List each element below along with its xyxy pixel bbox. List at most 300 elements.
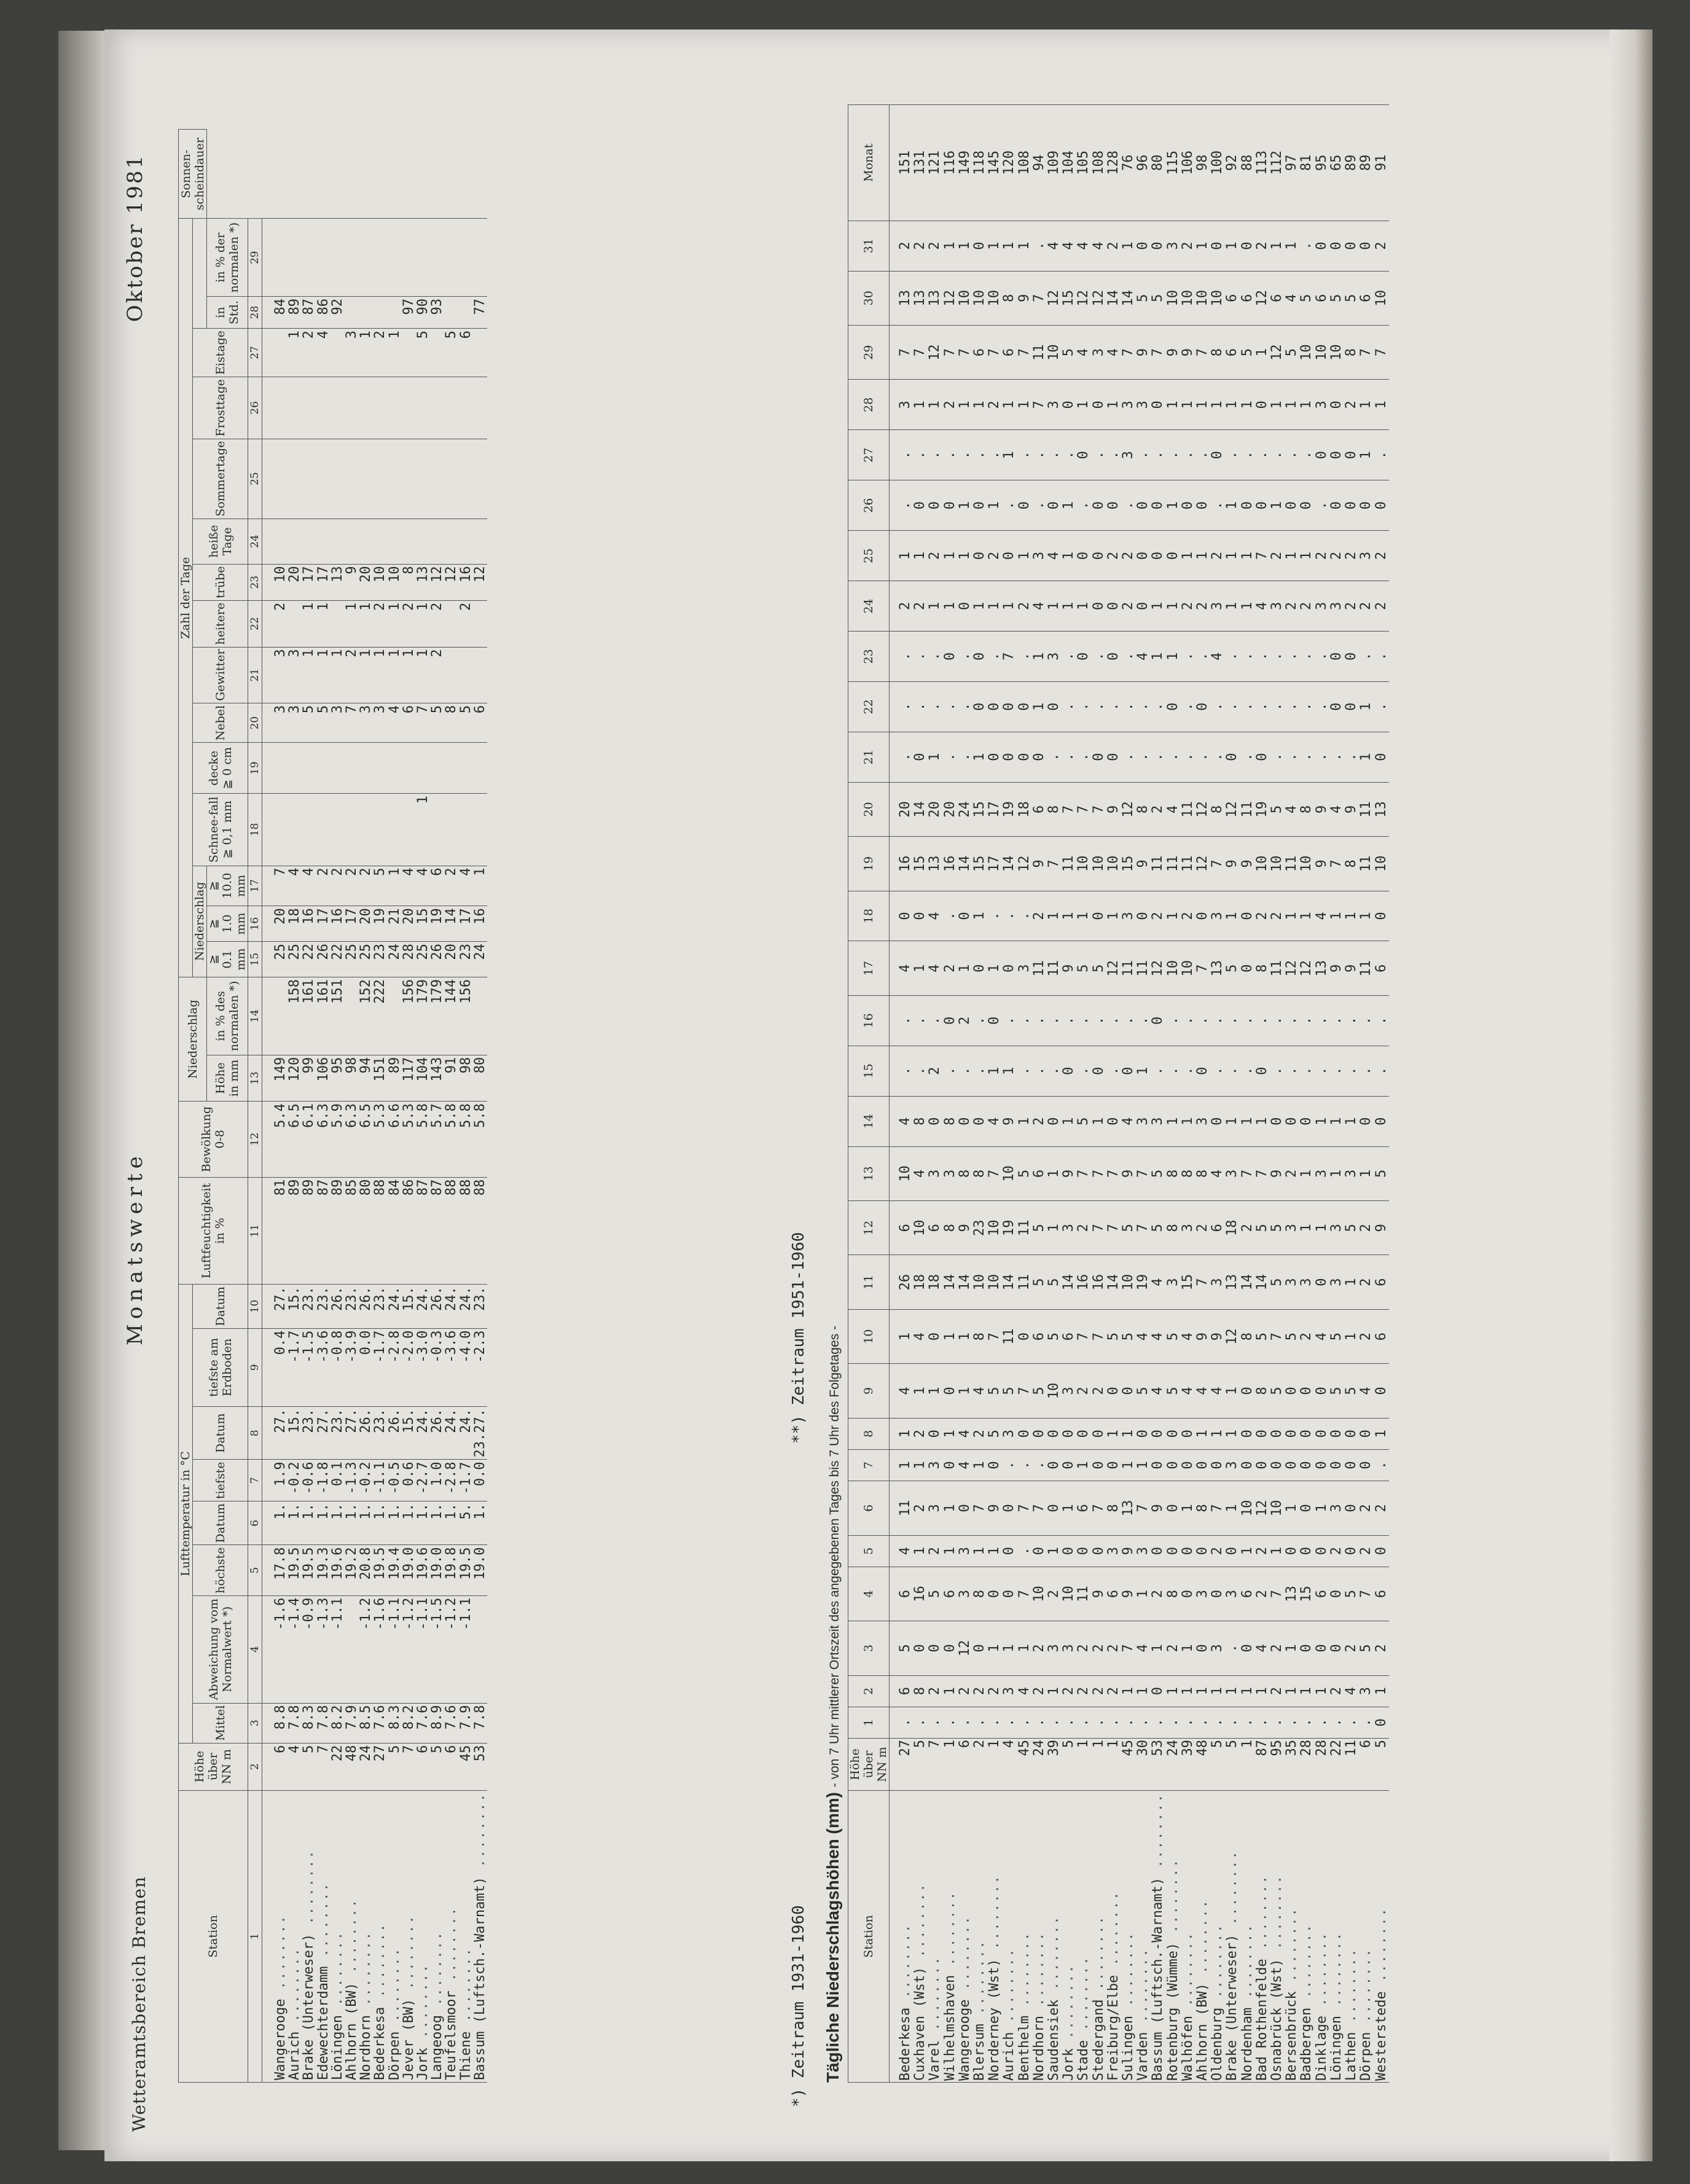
value-cell: 0 — [1076, 1535, 1091, 1567]
value-cell: 13 — [1210, 941, 1225, 995]
value-cell: 1. — [288, 1501, 302, 1545]
value-cell: 0 — [943, 995, 958, 1046]
value-cell: 2 — [1195, 581, 1210, 632]
value-cell: . — [1017, 1046, 1032, 1096]
value-cell: 4 — [1255, 581, 1270, 632]
group-zahl-tage: Zahl der Tage — [179, 219, 193, 977]
station-label: Bederkesa — [372, 2006, 388, 2080]
value-cell — [302, 794, 316, 866]
value-cell: 7 — [1210, 837, 1225, 891]
value-cell: . — [1210, 995, 1225, 1046]
value-cell: 1 — [416, 600, 430, 647]
value-cell: 4 — [1344, 1675, 1359, 1707]
column-number: 7 — [248, 1460, 262, 1501]
value-cell: -1.7 — [373, 1328, 387, 1406]
value-cell: 7 — [1374, 325, 1389, 379]
value-cell: 3 — [1315, 380, 1329, 430]
value-cell: 1 — [1002, 1046, 1017, 1096]
value-cell: . — [1329, 732, 1344, 782]
station-height: 6 — [1359, 1739, 1374, 1791]
value-cell: 1 — [1062, 891, 1076, 941]
value-cell: 9 — [958, 1201, 972, 1255]
column-number: 10 — [248, 1285, 262, 1328]
value-cell: 1 — [913, 1364, 928, 1418]
value-cell: 1 — [316, 600, 331, 647]
value-cell: . — [1255, 995, 1270, 1046]
value-cell: 2 — [373, 600, 387, 647]
value-cell: 1 — [345, 600, 359, 647]
value-cell: 7 — [1121, 1621, 1136, 1675]
value-cell: 2 — [972, 1418, 987, 1449]
value-cell: 9 — [1121, 1567, 1136, 1621]
value-cell — [388, 377, 402, 439]
value-cell: 0 — [1151, 1449, 1165, 1481]
value-cell: 1 — [987, 1046, 1002, 1096]
value-cell: 7 — [1062, 782, 1076, 836]
value-cell: . — [1374, 631, 1389, 681]
value-cell: 0 — [1047, 1418, 1062, 1449]
value-cell: 7.8 — [316, 1703, 331, 1743]
value-cell: 10 — [913, 1201, 928, 1255]
value-cell: . — [1121, 995, 1136, 1046]
value-cell: 1 — [1062, 531, 1076, 581]
value-cell — [359, 297, 373, 329]
value-cell: 2 — [1032, 1675, 1047, 1707]
value-cell: 0 — [1210, 430, 1225, 480]
station-label: Dörpen — [1358, 2032, 1374, 2081]
value-cell: 14 — [958, 837, 972, 891]
value-cell: . — [1106, 1046, 1121, 1096]
value-cell: 115 — [1166, 105, 1181, 221]
value-cell: 11 — [1032, 325, 1047, 379]
value-cell: 17 — [316, 564, 331, 600]
station-name — [1002, 1791, 1017, 2083]
station-height: 7 — [928, 1739, 942, 1791]
value-cell: 5. — [459, 1501, 473, 1545]
value-cell: 24. — [459, 1285, 473, 1328]
value-cell: . — [1315, 732, 1329, 782]
value-cell: 6 — [1225, 271, 1240, 325]
value-cell: 6.1 — [302, 1102, 316, 1177]
value-cell: . — [913, 430, 928, 480]
station-name — [1047, 1791, 1062, 2083]
leader-dots: ........ — [458, 1947, 474, 2032]
value-cell: 2 — [972, 1675, 987, 1707]
value-cell: 2 — [1106, 1675, 1121, 1707]
value-cell: 2 — [1270, 1621, 1285, 1675]
value-cell: 2 — [1032, 1621, 1047, 1675]
value-cell — [262, 743, 288, 794]
value-cell: 4 — [913, 1309, 928, 1363]
value-cell: 0 — [1299, 1449, 1314, 1481]
station-label: Dörpen — [386, 2031, 402, 2080]
station-name — [987, 1791, 1002, 2083]
value-cell: 0 — [1344, 221, 1359, 271]
value-cell: 10 — [972, 1255, 987, 1309]
value-cell: 2 — [1062, 1675, 1076, 1707]
leader-dots: ........ — [972, 1939, 988, 2024]
value-cell — [459, 297, 473, 329]
value-cell — [359, 519, 373, 564]
value-cell: 1 — [1047, 1146, 1062, 1200]
value-cell: 0.0 — [473, 1460, 487, 1501]
value-cell: 128 — [1106, 105, 1121, 221]
value-cell: 7 — [1121, 325, 1136, 379]
value-cell: 17 — [987, 837, 1002, 891]
value-cell: 2 — [1285, 1146, 1299, 1200]
column-number: 9 — [248, 1328, 262, 1406]
column-number-row — [248, 130, 262, 2083]
value-cell: 5 — [373, 866, 387, 906]
value-cell: 5 — [1299, 271, 1314, 325]
value-cell: 25 — [345, 942, 359, 977]
value-cell: 4 — [1076, 325, 1091, 379]
leader-dots: ........ — [1105, 1890, 1121, 1975]
value-cell: 19.8 — [444, 1545, 458, 1595]
col-heisse: heiße Tage — [193, 519, 248, 564]
value-cell: 0 — [987, 1449, 1002, 1481]
value-cell: 2 — [1092, 1675, 1106, 1707]
value-cell: . — [1047, 995, 1062, 1046]
value-cell: 5 — [1285, 325, 1299, 379]
value-cell — [331, 600, 345, 647]
value-cell: -3.9 — [345, 1328, 359, 1406]
value-cell: . — [1240, 1046, 1255, 1096]
value-cell — [345, 1595, 359, 1703]
value-cell: . — [1344, 995, 1359, 1046]
station-height: 2 — [972, 1739, 987, 1791]
value-cell: 10 — [1315, 325, 1329, 379]
table-row — [388, 130, 402, 2083]
value-cell: 5 — [1329, 1309, 1344, 1363]
value-cell: 116 — [943, 105, 958, 221]
value-cell: 27. — [262, 1285, 288, 1328]
station-name — [262, 1790, 288, 2082]
value-cell: 5 — [890, 1621, 913, 1675]
leader-dots: ........ — [1016, 1931, 1032, 2016]
value-cell: 2 — [987, 380, 1002, 430]
value-cell: 1 — [1166, 891, 1181, 941]
value-cell: 99 — [302, 1055, 316, 1101]
value-cell — [262, 377, 288, 439]
value-cell: 2 — [1374, 531, 1389, 581]
value-cell: 1 — [1121, 221, 1136, 271]
value-cell: 5.9 — [331, 1102, 345, 1177]
value-cell: 2 — [928, 531, 942, 581]
value-cell: 13 — [928, 837, 942, 891]
value-cell: 0 — [987, 1567, 1002, 1621]
value-cell: 11 — [1017, 1255, 1032, 1309]
value-cell: 1 — [1181, 1675, 1195, 1707]
value-cell: 1 — [1002, 430, 1017, 480]
value-cell: . — [1076, 1046, 1091, 1096]
value-cell: 17 — [987, 782, 1002, 836]
value-cell: 0 — [1329, 1621, 1344, 1675]
value-cell: 81 — [262, 1177, 288, 1285]
station-height: 53 — [473, 1743, 487, 1790]
station-height: 5 — [1210, 1739, 1225, 1791]
value-cell: 1 — [1181, 531, 1195, 581]
value-cell: 2 — [262, 600, 288, 647]
value-cell: 0 — [1315, 221, 1329, 271]
value-cell: 1 — [958, 221, 972, 271]
station-height: 27 — [890, 1739, 913, 1791]
value-cell: 6 — [1002, 325, 1017, 379]
monthly-values-table — [178, 129, 487, 2083]
value-cell: 1 — [1344, 1096, 1359, 1146]
value-cell: 3 — [1047, 380, 1062, 430]
value-cell: 5 — [302, 703, 316, 743]
value-cell — [316, 794, 331, 866]
value-cell: 1. — [262, 1501, 288, 1545]
value-cell: 3 — [262, 647, 288, 703]
table-row — [1047, 105, 1062, 2083]
value-cell — [316, 743, 331, 794]
value-cell: 1 — [1270, 1535, 1285, 1567]
value-cell: 1 — [1359, 430, 1374, 480]
value-cell: 0 — [1315, 1449, 1329, 1481]
station-label: Teufelsmoor — [444, 1990, 460, 2080]
value-cell: 6 — [1270, 271, 1285, 325]
leader-dots: ........ — [1150, 1793, 1166, 1877]
col-luftfeuchte: Luftfeuchtigkeit in % — [179, 1177, 248, 1285]
value-cell: . — [1181, 681, 1195, 732]
day-header: 11 — [848, 1255, 890, 1309]
value-cell: 2 — [1374, 581, 1389, 632]
value-cell — [345, 219, 359, 297]
value-cell: 4 — [1166, 782, 1181, 836]
value-cell: 10 — [1076, 837, 1091, 891]
value-cell: . — [1285, 430, 1299, 480]
column-number: 12 — [248, 1102, 262, 1177]
table-row — [1151, 105, 1165, 2083]
value-cell: 1 — [388, 866, 402, 906]
col-gewitter: Gewitter — [193, 647, 248, 703]
value-cell: 6 — [1076, 1481, 1091, 1535]
station-height: 6 — [416, 1743, 430, 1790]
value-cell: . — [928, 681, 942, 732]
value-cell: 4 — [1047, 531, 1062, 581]
leader-dots: ........ — [956, 1915, 972, 2000]
value-cell: -1.1 — [331, 1595, 345, 1703]
value-cell: 1 — [1195, 531, 1210, 581]
value-cell: . — [1032, 1449, 1047, 1481]
table-row — [331, 130, 345, 2083]
value-cell: 6.6 — [388, 1102, 402, 1177]
leader-dots: ........ — [1001, 1947, 1017, 2032]
table-row — [1225, 105, 1240, 2083]
value-cell: 1 — [987, 1621, 1002, 1675]
leader-dots: ........ — [1328, 1931, 1344, 2016]
value-cell — [331, 519, 345, 564]
value-cell — [430, 519, 444, 564]
table-row — [1106, 105, 1121, 2083]
table-row — [430, 130, 444, 2083]
value-cell: 0 — [1344, 681, 1359, 732]
value-cell: 8 — [1166, 1201, 1181, 1255]
value-cell: 2 — [331, 866, 345, 906]
value-cell: 3 — [1062, 1201, 1076, 1255]
value-cell: 5 — [1166, 1309, 1181, 1363]
value-cell: 12 — [1255, 1481, 1270, 1535]
col-datum-3: Datum — [193, 1285, 248, 1328]
value-cell — [444, 219, 458, 297]
value-cell: 3 — [1210, 1621, 1225, 1675]
value-cell: 0 — [1181, 480, 1195, 531]
value-cell: . — [928, 1707, 942, 1738]
value-cell: 5 — [1240, 325, 1255, 379]
value-cell: . — [1285, 681, 1299, 732]
value-cell: 11 — [1181, 782, 1195, 836]
value-cell: 0 — [1062, 380, 1076, 430]
value-cell: . — [1032, 1707, 1047, 1738]
station-label: Aurich — [1001, 2032, 1017, 2081]
table-row — [473, 130, 487, 2083]
value-cell: 7 — [1255, 531, 1270, 581]
day-header: 14 — [848, 1096, 890, 1146]
value-cell: . — [1195, 732, 1210, 782]
value-cell: 3 — [890, 380, 913, 430]
value-cell: 120 — [1002, 105, 1017, 221]
value-cell: 2 — [1344, 531, 1359, 581]
value-cell: 4 — [890, 1096, 913, 1146]
value-cell: 0 — [1315, 1621, 1329, 1675]
value-cell: 9 — [1344, 782, 1359, 836]
value-cell: 0 — [943, 1621, 958, 1675]
value-cell: 14 — [1106, 271, 1121, 325]
value-cell: 2 — [1359, 1309, 1374, 1363]
value-cell: 10 — [1210, 271, 1225, 325]
value-cell: . — [1210, 1707, 1225, 1738]
value-cell: . — [1032, 995, 1047, 1046]
value-cell: . — [890, 1707, 913, 1738]
table-row — [1374, 105, 1389, 2083]
value-cell: -1.8 — [316, 1460, 331, 1501]
value-cell: 5 — [459, 703, 473, 743]
value-cell: 1 — [1181, 1621, 1195, 1675]
value-cell: -2.8 — [388, 1328, 402, 1406]
value-cell: 1 — [972, 732, 987, 782]
value-cell: . — [928, 430, 942, 480]
value-cell: 1 — [1270, 480, 1285, 531]
value-cell: 7.8 — [288, 1703, 302, 1743]
station-label: Walhöfen — [1179, 2016, 1195, 2081]
value-cell: 2 — [1270, 891, 1285, 941]
value-cell: 0 — [987, 732, 1002, 782]
value-cell — [444, 794, 458, 866]
value-cell: 5 — [1017, 1146, 1032, 1200]
station-label: Stade — [1076, 2040, 1092, 2081]
station-height: 39 — [1181, 1739, 1195, 1791]
value-cell: 7 — [1195, 1255, 1210, 1309]
value-cell: 1 — [928, 581, 942, 632]
value-cell: 1 — [1062, 1481, 1076, 1535]
value-cell: 0 — [1002, 941, 1017, 995]
value-cell: . — [1106, 430, 1121, 480]
value-cell: 5 — [1047, 1309, 1062, 1363]
value-cell: . — [1255, 631, 1270, 681]
value-cell: 1 — [1240, 1096, 1255, 1146]
group-niederschlag-tage: Niederschlag — [193, 866, 207, 977]
station-name — [1210, 1791, 1225, 2083]
value-cell: . — [1136, 995, 1151, 1046]
value-cell — [316, 519, 331, 564]
day-header: 30 — [848, 271, 890, 325]
day-header: 4 — [848, 1567, 890, 1621]
value-cell: . — [1270, 631, 1285, 681]
value-cell: 24 — [958, 782, 972, 836]
value-cell: . — [987, 631, 1002, 681]
value-cell: 9 — [1210, 1309, 1225, 1363]
value-cell: 0 — [943, 480, 958, 531]
value-cell: -3.6 — [316, 1328, 331, 1406]
value-cell: 1 — [388, 329, 402, 377]
value-cell: 0 — [1062, 1449, 1076, 1481]
value-cell: 3 — [1106, 1535, 1121, 1567]
table-row — [913, 105, 928, 2083]
value-cell: 7.9 — [459, 1703, 473, 1743]
value-cell — [316, 439, 331, 519]
value-cell: 1 — [1255, 1096, 1270, 1146]
value-cell: 13 — [1374, 782, 1389, 836]
value-cell: 0 — [1374, 732, 1389, 782]
station-label: Jork — [1061, 2048, 1077, 2081]
leader-dots: ........ — [301, 1849, 317, 1934]
value-cell: 0 — [1076, 531, 1091, 581]
leader-dots: ........ — [315, 1882, 331, 1967]
value-cell: 2 — [1255, 891, 1270, 941]
column-number: 19 — [248, 743, 262, 794]
value-cell: 1 — [1002, 221, 1017, 271]
value-cell: 1 — [1285, 1621, 1299, 1675]
station-height: 1 — [943, 1739, 958, 1791]
value-cell — [473, 647, 487, 703]
value-cell: 15 — [1299, 1567, 1314, 1621]
value-cell: . — [928, 631, 942, 681]
value-cell: . — [890, 681, 913, 732]
value-cell — [444, 297, 458, 329]
value-cell: 0 — [1166, 1449, 1181, 1481]
value-cell: 7 — [913, 325, 928, 379]
value-cell: 0 — [1344, 1535, 1359, 1567]
value-cell: 8 — [444, 703, 458, 743]
value-cell: 1 — [1002, 1621, 1017, 1675]
value-cell: 11 — [1359, 782, 1374, 836]
value-cell: 9 — [345, 564, 359, 600]
value-cell: . — [1359, 1046, 1374, 1096]
value-cell: 25 — [288, 942, 302, 977]
col2-height: Höhe über NN m — [848, 1739, 890, 1791]
value-cell — [402, 743, 416, 794]
value-cell: 1 — [1062, 480, 1076, 531]
value-cell: 2 — [430, 647, 444, 703]
value-cell: 2 — [1076, 1364, 1091, 1418]
value-cell: 1 — [1374, 380, 1389, 430]
value-cell: 89 — [1344, 105, 1359, 221]
value-cell: 7 — [416, 703, 430, 743]
value-cell: 0 — [1315, 1418, 1329, 1449]
value-cell: 4 — [1017, 1675, 1032, 1707]
column-number: 6 — [248, 1501, 262, 1545]
value-cell: 131 — [913, 105, 928, 221]
value-cell: 1 — [943, 1418, 958, 1449]
value-cell: . — [1151, 681, 1165, 732]
value-cell: 14 — [1240, 1255, 1255, 1309]
station-name — [388, 1790, 402, 2082]
value-cell: . — [1181, 732, 1195, 782]
value-cell: . — [1315, 1046, 1329, 1096]
value-cell: 0 — [1002, 1567, 1017, 1621]
